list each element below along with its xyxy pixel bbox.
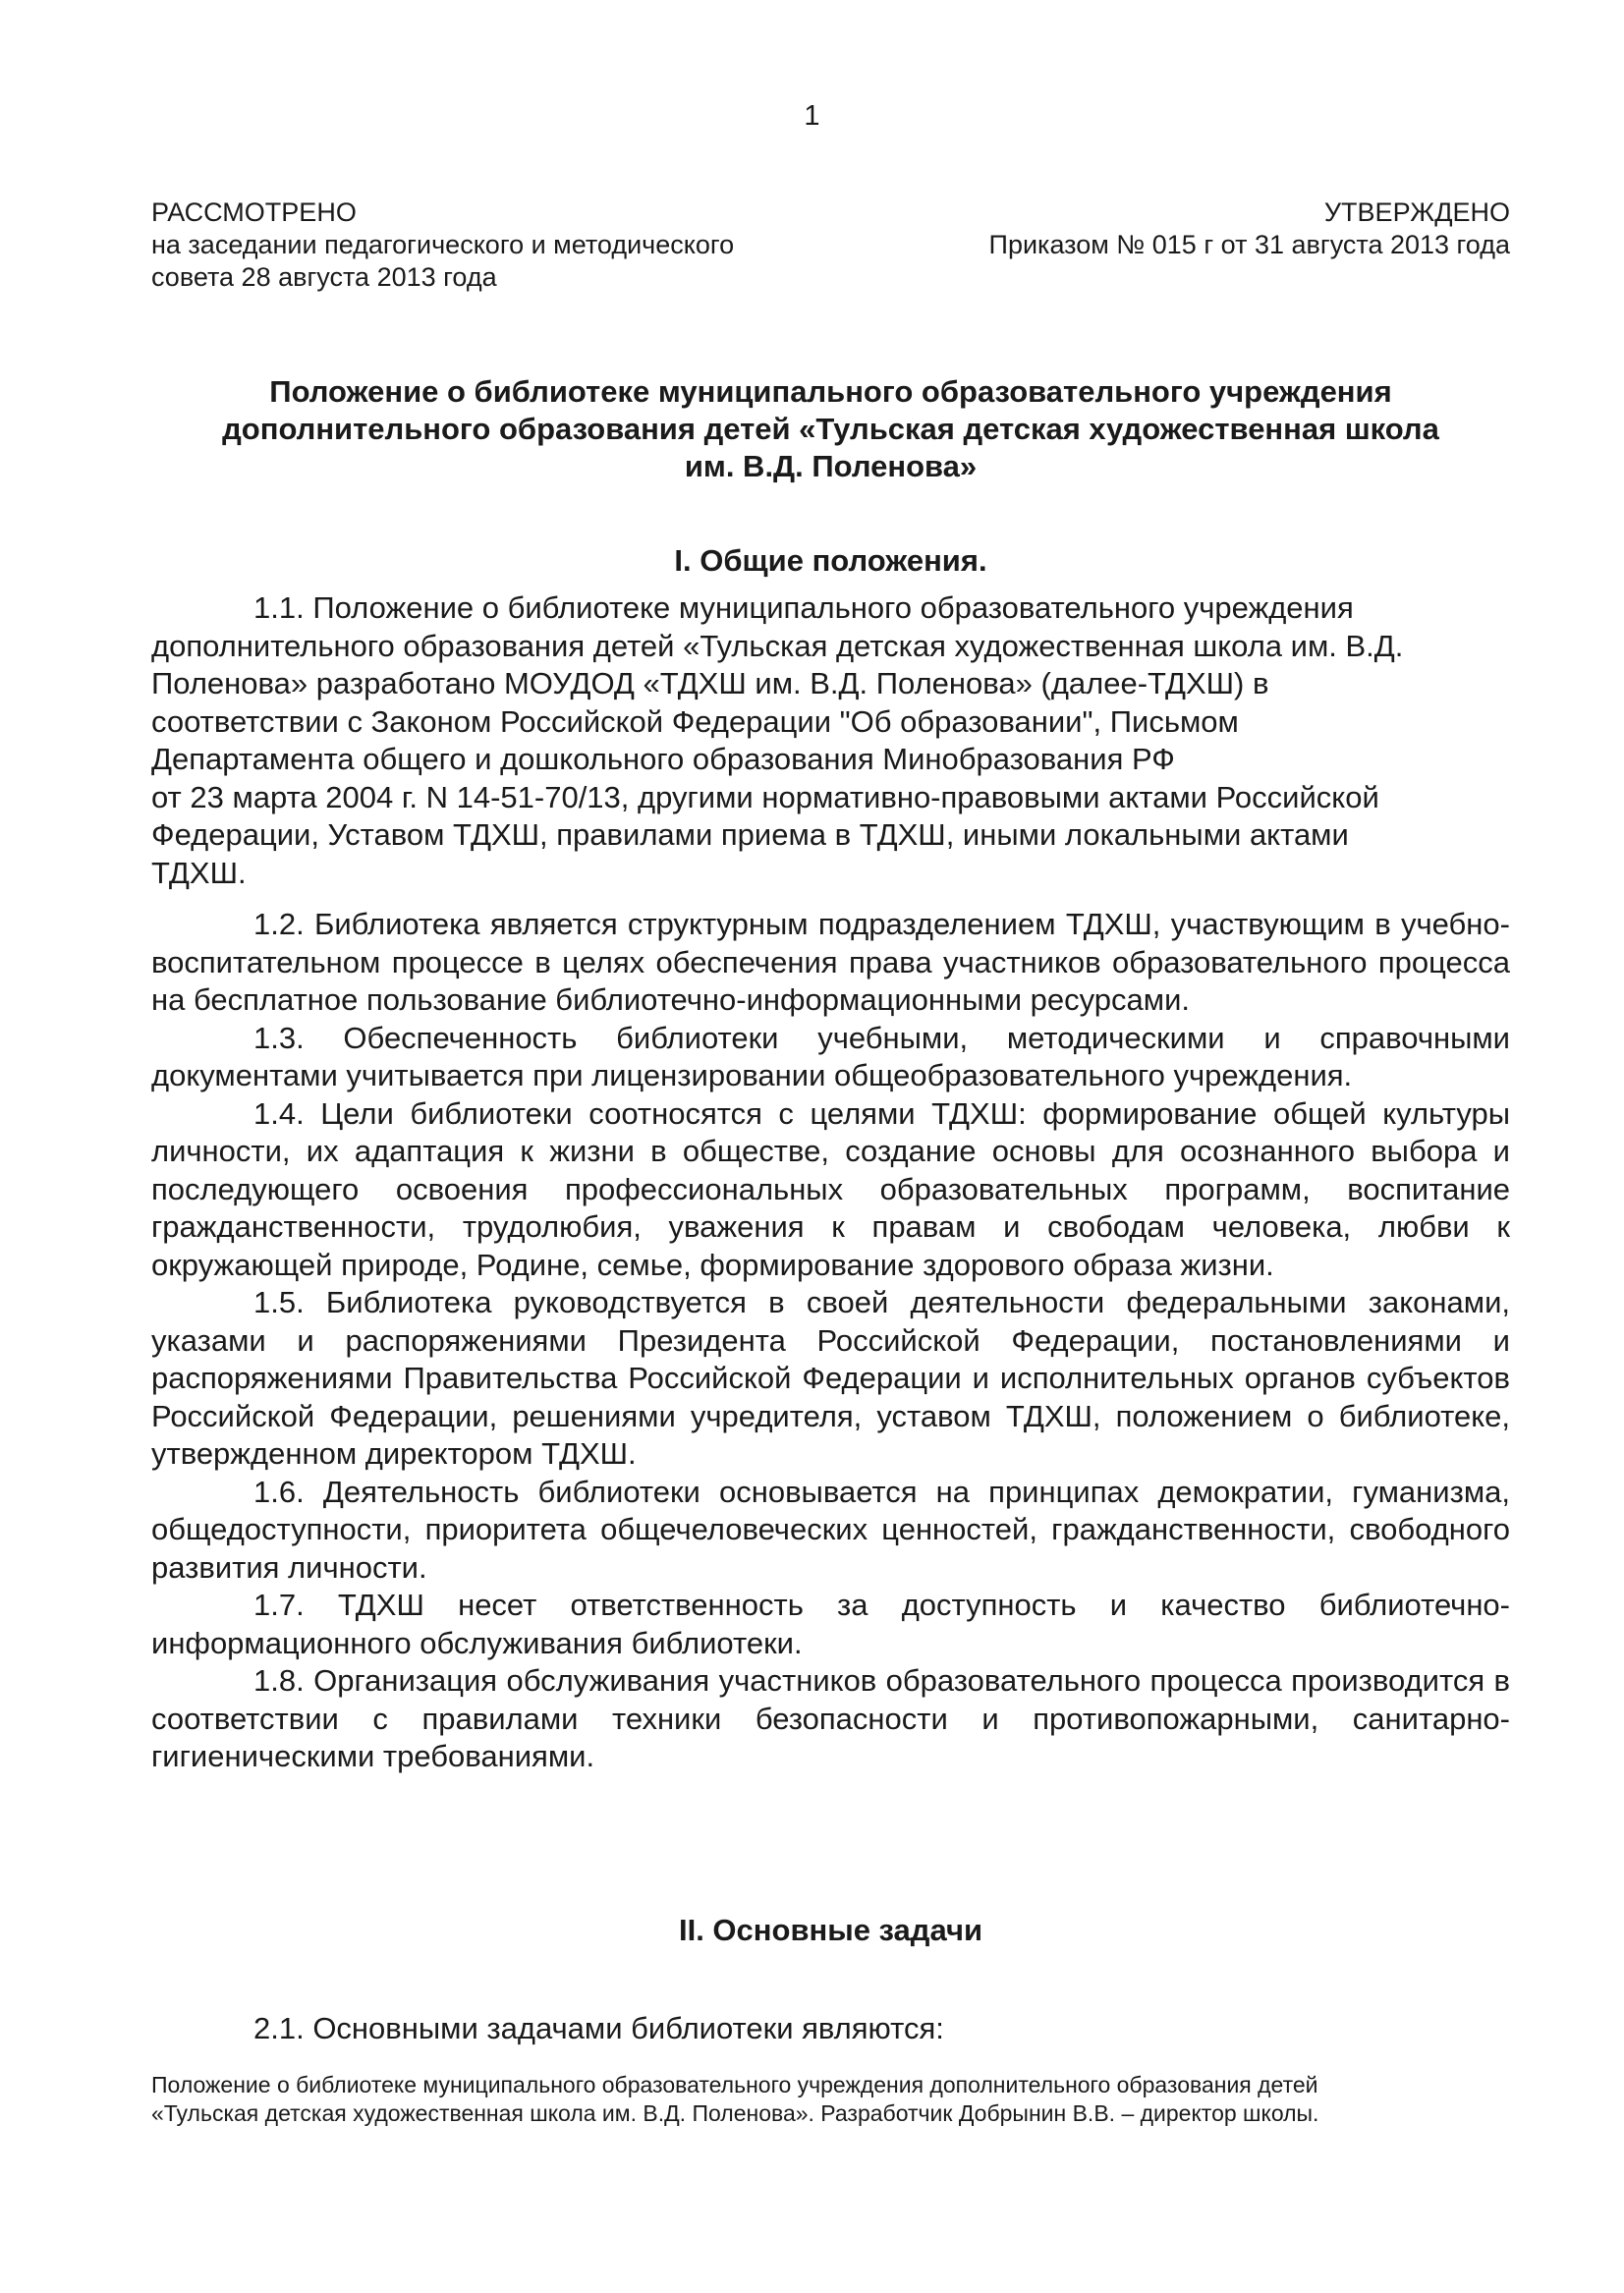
paragraphs-1-2-to-1-8 <box>151 906 1510 1776</box>
approval-stamp-line: УТВЕРЖДЕНО <box>1323 197 1510 227</box>
review-stamp <box>151 196 839 294</box>
document-title <box>151 373 1510 485</box>
title-line: Положение о библиотеке муниципального образовательного учреждения <box>269 374 1392 409</box>
page-footer <box>151 2071 1510 2128</box>
paragraph-1-3: 1.3. Обеспеченность библиотеки учебными, методическими и справочными документами учитывается при лицензировании общеобразовательного учреждения. <box>151 1020 1510 1092</box>
paragraph-1-2: 1.2. Библиотека является структурным подразделением ТДХШ, участвующим в учебно-воспитательном процессе в целях обеспечения права участников образовательного процесса на бесплатное пользование библиотечно-информационными ресурсами. <box>151 907 1510 1017</box>
title-line: дополнительного образования детей «Тульская детская художественная школа <box>222 412 1439 446</box>
footer-line: «Тульская детская художественная школа им. В.Д. Поленова». Разработчик Добрынин В.В. – директор школы. <box>151 2100 1319 2126</box>
paragraph-line: соответствии с Законом Российской Федерации "Об образовании", Письмом <box>151 703 1239 739</box>
paragraph-line: Департамента общего и дошкольного образования Минобразования РФ <box>151 742 1175 776</box>
paragraph-1-7: 1.7. ТДХШ несет ответственность за доступность и качество библиотечно-информационного обслуживания библиотеки. <box>151 1588 1510 1660</box>
paragraph-line: 1.1. Положение о библиотеке муниципального образовательного учреждения <box>253 590 1354 625</box>
section-heading-tasks: II. Основные задачи <box>678 1913 983 1947</box>
approval-stamp-line: Приказом № 015 г от 31 августа 2013 года <box>988 230 1510 259</box>
paragraph-line: от 23 марта 2004 г. N 14-51-70/13, другими нормативно-правовыми актами Российской <box>151 779 1379 814</box>
paragraph-1-8: 1.8. Организация обслуживания участников образовательного процесса производится в соответствии с правилами техники безопасности и противопожарными, санитарно-гигиеническими требованиями. <box>151 1663 1510 1773</box>
review-stamp-line: на заседании педагогического и методического <box>151 230 735 259</box>
approval-stamp <box>822 196 1510 261</box>
review-stamp-line: совета 28 августа 2013 года <box>151 262 497 292</box>
paragraph-line: Поленова» разработано МОУДОД «ТДХШ им. В.Д. Поленова» (далее-ТДХШ) в <box>151 666 1269 700</box>
footer-line: Положение о библиотеке муниципального образовательного учреждения дополнительного образования детей <box>151 2072 1318 2097</box>
paragraph-line: дополнительного образования детей «Тульская детская художественная школа им. В.Д. <box>151 628 1404 663</box>
page-number: 1 <box>804 100 820 132</box>
paragraph-2-1: 2.1. Основными задачами библиотеки являются: <box>253 2011 944 2045</box>
review-stamp-line: РАССМОТРЕНО <box>151 197 357 227</box>
section-heading-general: I. Общие положения. <box>674 543 987 578</box>
title-line: им. В.Д. Поленова» <box>684 449 978 483</box>
paragraph-line: Федерации, Уставом ТДХШ, правилами приема в ТДХШ, иными локальными актами <box>151 817 1349 852</box>
paragraph-line: ТДХШ. <box>151 855 247 890</box>
paragraph-1-4: 1.4. Цели библиотеки соотносятся с целями ТДХШ: формирование общей культуры личности, их адаптация к жизни в обществе, создание основы для осознанного выбора и последующего освоения профессиональных образовательных программ, воспитание гражданственности, трудолюбия, уважения к правам и свободам человека, любви к окружающей природе, Родине, семье, формирование здорового образа жизни. <box>151 1095 1510 1282</box>
paragraph-1-1 <box>151 589 1510 892</box>
paragraph-2-1-wrapper <box>151 2010 1510 2048</box>
paragraph-1-5: 1.5. Библиотека руководствуется в своей деятельности федеральными законами, указами и распоряжениями Президента Российской Федерации, постановлениями и распоряжениями Правительства Российской Федерации и исполнительных органов субъектов Российской Федерации, решениями учредителя, уставом ТДХШ, положением о библиотеке, утвержденном директором ТДХШ. <box>151 1285 1510 1471</box>
paragraph-1-6: 1.6. Деятельность библиотеки основывается на принципах демократии, гуманизма, общедоступности, приоритета общечеловеческих ценностей, гражданственности, свободного развития личности. <box>151 1474 1510 1585</box>
